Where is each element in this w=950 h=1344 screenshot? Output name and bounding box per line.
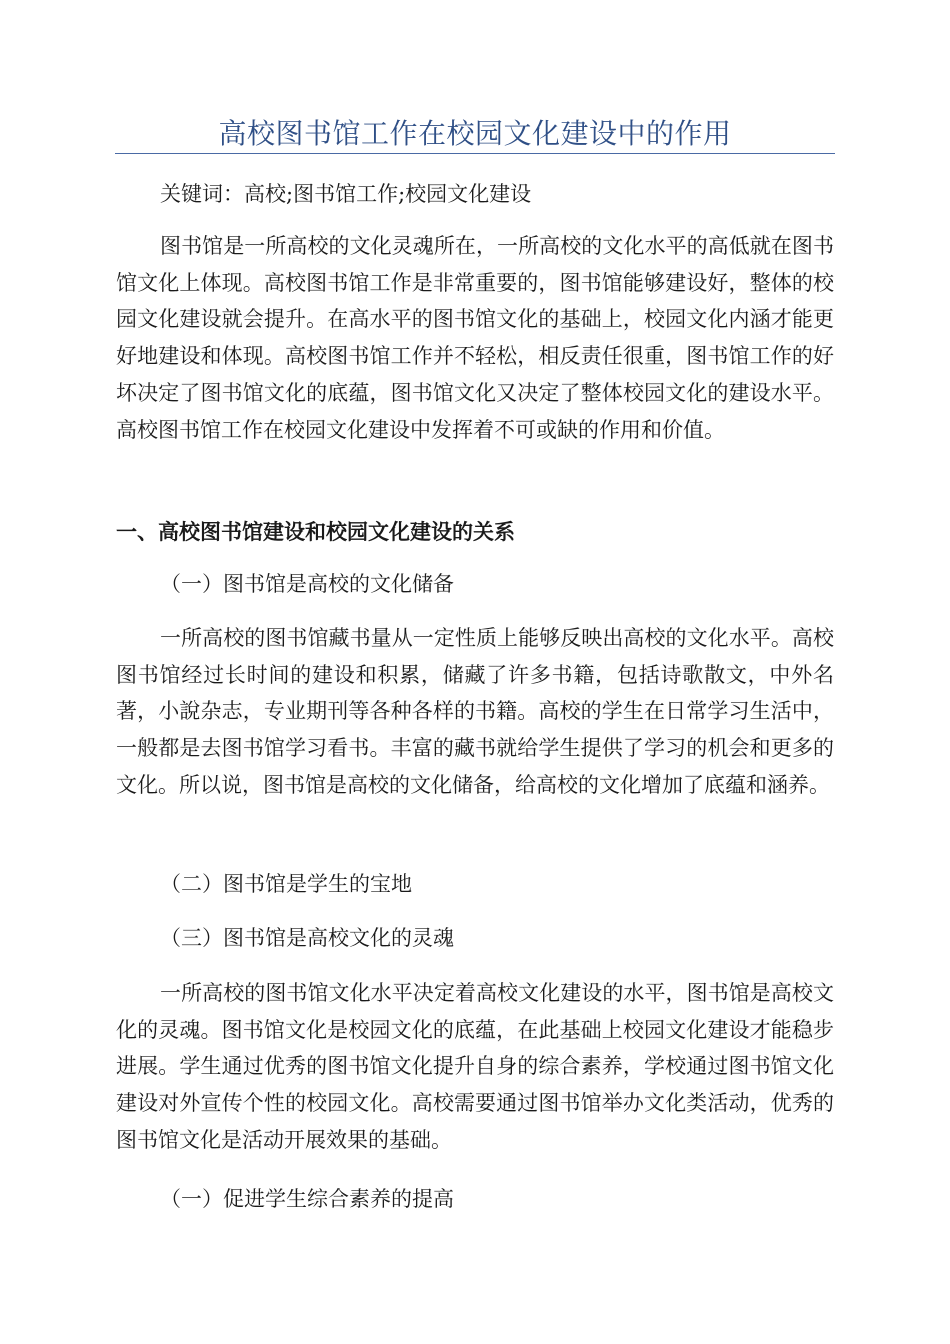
subsection-heading-3: （三）图书馆是高校文化的灵魂 xyxy=(160,926,454,950)
subsection-1-paragraph: 一所高校的图书馆藏书量从一定性质上能够反映出高校的文化水平。高校图书馆经过长时间的建设和积累，储藏了许多书籍，包括诗歌散文，中外名著，小說杂志，专业期刊等各种各样的书籍。高校的学生在日常学习生活中，一般都是去图书馆学习看书。丰富的藏书就给学生提供了学习的机会和更多的文化。所以说，图书馆是高校的文化储备，给高校的文化增加了底蕴和涵养。 xyxy=(116,626,834,797)
intro-paragraph: 图书馆是一所高校的文化灵魂所在，一所高校的文化水平的高低就在图书馆文化上体现。高校图书馆工作是非常重要的，图书馆能够建设好，整体的校园文化建设就会提升。在高水平的图书馆文化的基础上，校园文化内涵才能更好地建设和体现。高校图书馆工作并不轻松，相反责任很重，图书馆工作的好坏决定了图书馆文化的底蕴，图书馆文化又决定了整体校园文化的建设水平。高校图书馆工作在校园文化建设中发挥着不可或缺的作用和价值。 xyxy=(116,234,834,442)
subsection-heading-2: （二）图书馆是学生的宝地 xyxy=(160,872,412,896)
subsection-heading-4: （一）促进学生综合素养的提高 xyxy=(160,1187,454,1211)
title-underline xyxy=(115,153,835,154)
keywords-line: 关键词：高校;图书馆工作;校园文化建设 xyxy=(160,182,532,206)
section-heading-1: 一、高校图书馆建设和校园文化建设的关系 xyxy=(116,520,515,544)
subsection-3-paragraph: 一所高校的图书馆文化水平决定着高校文化建设的水平，图书馆是高校文化的灵魂。图书馆文化是校园文化的底蕴，在此基础上校园文化建设才能稳步进展。学生通过优秀的图书馆文化提升自身的综合素养，学校通过图书馆文化建设对外宣传个性的校园文化。高校需要通过图书馆举办文化类活动，优秀的图书馆文化是活动开展效果的基础。 xyxy=(116,981,834,1152)
document-title: 高校图书馆工作在校园文化建设中的作用 xyxy=(218,117,732,150)
subsection-heading-1: （一）图书馆是高校的文化储备 xyxy=(160,572,454,596)
